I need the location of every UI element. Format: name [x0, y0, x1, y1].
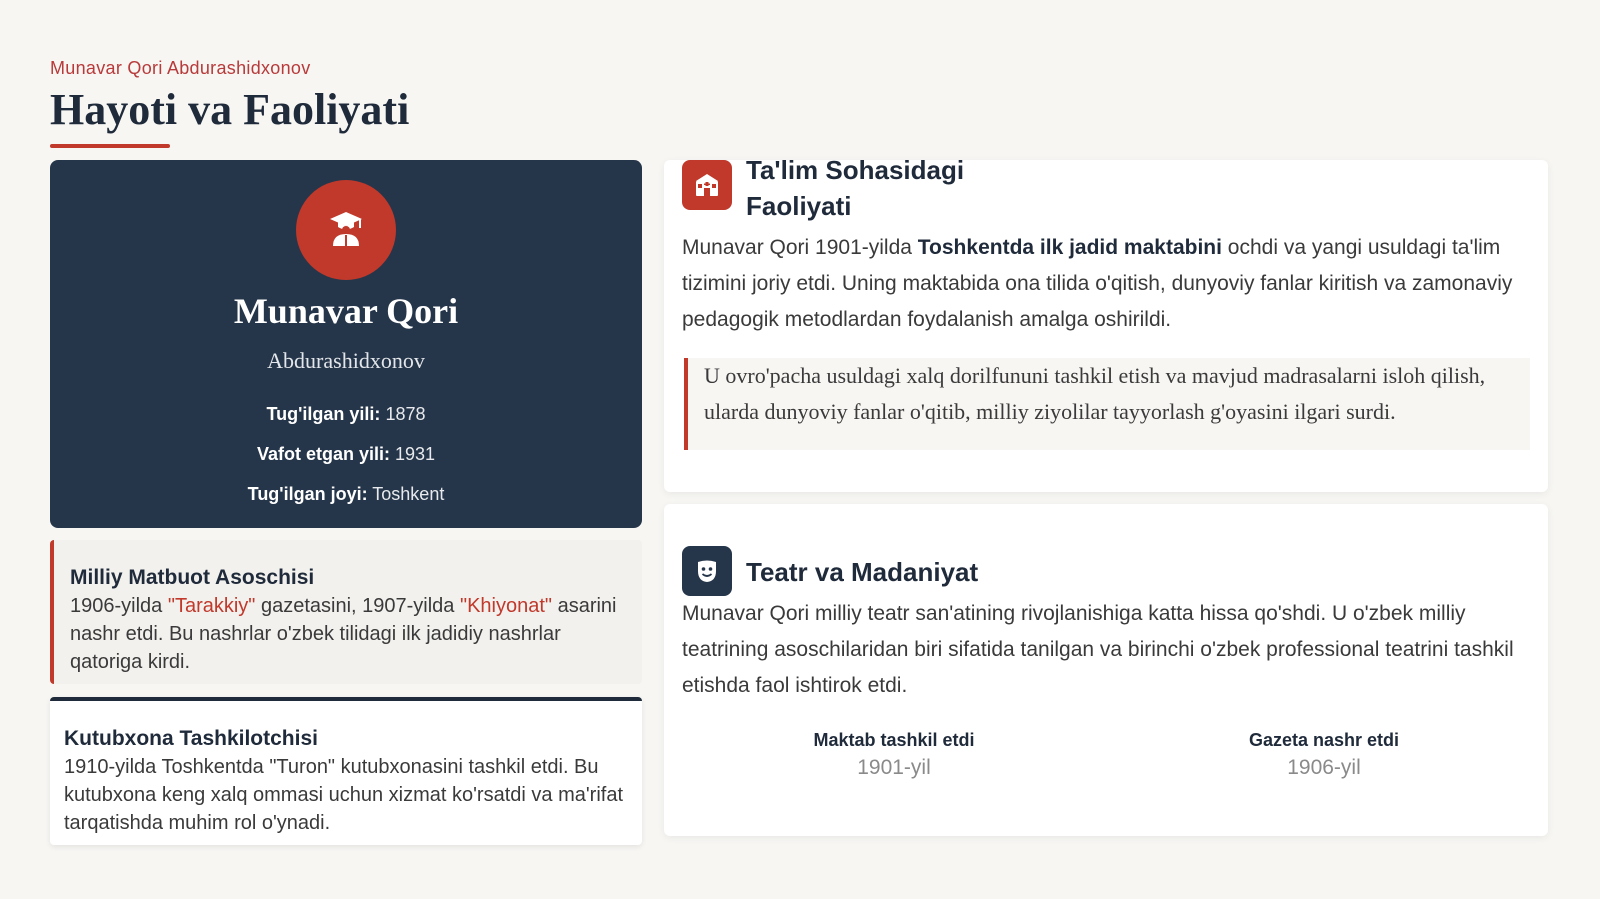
press-founder-card: [50, 540, 642, 684]
profile-card: [50, 160, 642, 528]
stat-school-label: Maktab tashkil etdi: [813, 730, 975, 750]
page-title: Hayoti va Faoliyati: [50, 85, 410, 134]
library-organizer-card: [50, 697, 642, 845]
first-jadid-school: Toshkentda ilk jadid maktabini: [917, 236, 1222, 259]
stat-newspaper: [1174, 726, 1474, 782]
stat-school-value: 1901-yil: [857, 756, 931, 779]
page-subtitle: Munavar Qori Abdurashidxonov: [50, 58, 311, 78]
death-year-value: 1931: [395, 444, 436, 464]
birth-place: [50, 484, 642, 505]
birth-year: [50, 404, 642, 425]
birth-year-label: Tug'ilgan yili:: [266, 404, 381, 424]
death-year-label: Vafot etgan yili:: [256, 444, 390, 464]
library-organizer-title: Kutubxona Tashkilotchisi: [64, 727, 318, 750]
birth-place-label: Tug'ilgan joyi:: [247, 484, 368, 504]
theatre-text: Munavar Qori milliy teatr san'atining rivojlanishiga katta hissa qo'shdi. U o'zbek milliy teatrining asoschilaridan biri sifatida tanilgan va birinchi o'zbek professional teatrini tashkil etishda faol ishtirok etdi.: [682, 602, 1514, 697]
education-card: [664, 155, 1548, 492]
stat-newspaper-label: Gazeta nashr etdi: [1248, 730, 1400, 750]
avatar: [296, 180, 396, 280]
profile-surname: Abdurashidxonov: [267, 348, 425, 373]
theatre-card: [664, 504, 1548, 836]
newspaper-name: "Tarakkiy": [167, 595, 256, 617]
theater-masks-icon: [682, 546, 732, 596]
stat-school: [744, 726, 1044, 782]
education-heading: Ta'lim Sohasidagi Faoliyati: [746, 155, 965, 221]
graduate-icon: [326, 208, 366, 253]
birth-place-value: Toshkent: [372, 484, 445, 504]
death-year: [50, 444, 642, 465]
education-text: Munavar Qori 1901-yilda Toshkentda ilk jadid maktabini ochdi va yangi usuldagi ta'lim tizimini joriy etdi. Uning maktabida ona tilida o'qitish, dunyoviy fanlar kiritish va zamonaviy pedagogik metodlardan foydalanish amalga oshirildi.: [682, 236, 1513, 331]
title-underline: [50, 144, 170, 148]
stat-newspaper-value: 1906-yil: [1287, 756, 1361, 779]
theatre-heading: Teatr va Madaniyat: [746, 557, 979, 587]
library-organizer-text: 1910-yilda Toshkentda "Turon" kutubxonasini tashkil etdi. Bu kutubxona keng xalq ommasi uchun xizmat ko'rsatdi va ma'rifat tarqatishda muhim rol o'ynadi.: [64, 756, 624, 834]
press-founder-title: Milliy Matbuot Asoschisi: [70, 566, 315, 589]
school-icon: [682, 160, 732, 210]
press-founder-text: 1906-yilda "Tarakkiy" gazetasini, 1907-yilda "Khiyonat" asarini nashr etdi. Bu nashrlar o'zbek tilidagi ilk jadidiy nashrlar qatoriga kirdi.: [70, 595, 617, 673]
work-name: "Khiyonat": [459, 595, 553, 617]
profile-name: Munavar Qori: [233, 291, 459, 331]
education-quote: U ovro'pacha usuldagi xalq dorilfununi tashkil etish va mavjud madrasalarni isloh qilish, ularda dunyoviy fanlar o'qitib, milliy ziyolilar tayyorlash g'oyasini ilgari surdi.: [684, 358, 1530, 450]
birth-year-value: 1878: [385, 404, 426, 424]
